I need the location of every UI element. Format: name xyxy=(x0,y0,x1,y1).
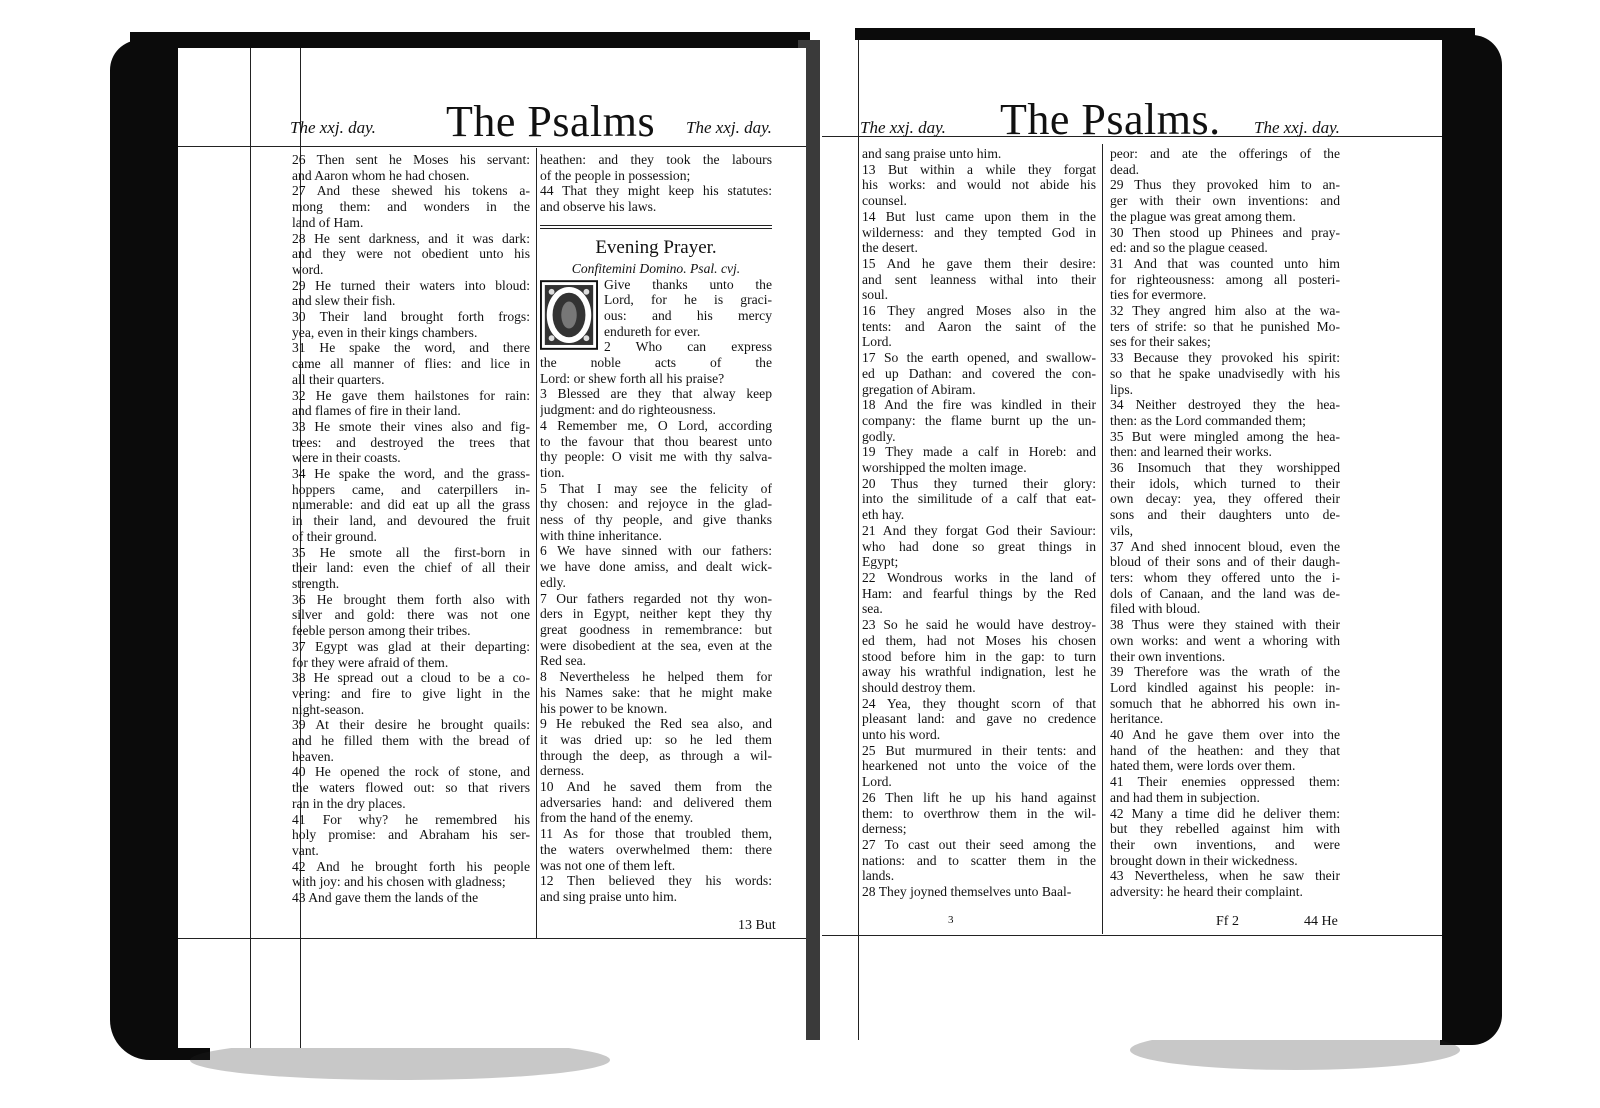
text-line: stood before him in the gap: to turn xyxy=(862,648,1096,664)
text-line: ed them, had not Moses his chosen xyxy=(862,632,1096,648)
text-line: the noble acts of the xyxy=(540,355,772,371)
text-line: 15 And he gave them their desire: xyxy=(862,255,1096,271)
text-line: edly. xyxy=(540,574,566,590)
text-line: 27 And these shewed his tokens a- xyxy=(292,183,530,199)
text-line: judgment: and do righteousness. xyxy=(540,402,716,418)
text-line: so that he spake unadvisedly with his xyxy=(1110,365,1340,381)
text-line: 6 We have sinned with our fathers: xyxy=(540,543,772,559)
text-line: mong them: and wonders in the xyxy=(292,199,530,215)
text-line: hand of the heathen: and they that xyxy=(1110,742,1340,758)
text-line: nations: and to scatter them in the xyxy=(862,852,1096,868)
text-line: 31 And that was counted unto him xyxy=(1110,255,1340,271)
text-line: his Names sake: that he might make xyxy=(540,684,772,700)
text-line: ger with their own inventions: and xyxy=(1110,193,1340,209)
text-line: 23 So he said he would have destroy- xyxy=(862,617,1096,633)
left-page-column-1 xyxy=(292,152,530,906)
text-line: feeble person among their tribes. xyxy=(292,623,471,639)
text-line: of their ground. xyxy=(292,528,377,544)
text-line: their idols, which turned to their xyxy=(1110,475,1340,491)
text-line: ties for evermore. xyxy=(1110,287,1207,303)
text-line: 16 They angred Moses also in the xyxy=(862,303,1096,319)
text-line: 29 He turned their waters into bloud: xyxy=(292,277,530,293)
text-line: 3 Blessed are they that alway keep xyxy=(540,386,772,402)
text-line: into the similitude of a calf that eat- xyxy=(862,491,1096,507)
text-line: 12 Then believed they his words: xyxy=(540,873,772,889)
text-line: 41 For why? he remembred his xyxy=(292,811,530,827)
text-line: 42 Many a time did he deliver them: xyxy=(1110,805,1340,821)
text-line: should destroy them. xyxy=(862,679,976,695)
text-line: vils, xyxy=(1110,522,1134,538)
scan-edge-right xyxy=(1440,35,1502,1045)
text-line: ed up Dathan: and covered the con- xyxy=(862,365,1096,381)
text-line: 36 He brought them forth also with xyxy=(292,591,530,607)
text-line: and slew their fish. xyxy=(292,293,396,309)
text-line: hoppers came, and caterpillers in- xyxy=(292,481,530,497)
text-line: 36 Insomuch that they worshipped xyxy=(1110,460,1340,476)
text-line: sea. xyxy=(862,601,883,617)
running-day-right: The xxj. day. xyxy=(1254,118,1340,137)
text-line: 43 And gave them the lands of the xyxy=(292,890,479,906)
text-line: 37 And shed innocent bloud, even the xyxy=(1110,538,1340,554)
text-line: 38 Thus were they stained with their xyxy=(1110,617,1340,633)
text-line: 25 But murmured in their tents: and xyxy=(862,742,1096,758)
text-line: heaven. xyxy=(292,748,334,764)
running-day-right: The xxj. day. xyxy=(686,118,772,137)
text-line: dead. xyxy=(1110,161,1140,177)
text-line: 17 So the earth opened, and swallow- xyxy=(862,350,1096,366)
text-line: 31 He spake the word, and there xyxy=(292,340,530,356)
text-line: 33 Because they provoked his spirit: xyxy=(1110,350,1340,366)
section-heading: Evening Prayer. xyxy=(595,236,717,258)
text-line: 28 He sent darkness, and it was dark: xyxy=(292,230,530,246)
left-page-column-2 xyxy=(540,152,772,905)
text-line: soul. xyxy=(862,287,889,303)
text-line: hearkened not unto the voice of the xyxy=(862,758,1096,774)
text-line: 26 Then lift he up his hand against xyxy=(862,789,1096,805)
text-line: ran in the dry places. xyxy=(292,795,406,811)
text-line: gregation of Abiram. xyxy=(862,381,976,397)
text-line: 4 Remember me, O Lord, according xyxy=(540,417,772,433)
text-line: brought down in their wickedness. xyxy=(1110,852,1298,868)
text-line: and they were not obedient unto his xyxy=(292,246,530,262)
text-line: worshipped the molten image. xyxy=(862,460,1027,476)
catchword: 44 He xyxy=(1304,914,1338,929)
text-line: Lord, for he is graci- xyxy=(604,292,772,308)
text-line: ters: whom they offered unto the i- xyxy=(1110,569,1340,585)
section-rule xyxy=(540,228,772,229)
text-line: Red sea. xyxy=(540,653,587,669)
text-line: the plague was great among them. xyxy=(1110,208,1296,224)
text-line: of the people in possession; xyxy=(540,167,691,183)
catchword: 13 But xyxy=(738,918,776,933)
text-line: Egypt; xyxy=(862,554,899,570)
text-line: ses for their sakes; xyxy=(1110,334,1211,350)
text-line: dols of Canaan, and the land was de- xyxy=(1110,585,1340,601)
text-line: Lord: or shew forth all his praise? xyxy=(540,370,725,386)
text-line: yea, even in their kings chambers. xyxy=(292,324,478,340)
text-line: and he filled them with the bread of xyxy=(292,733,530,749)
text-line: 7 Our fathers regarded not thy won- xyxy=(540,590,772,606)
text-line: derness. xyxy=(540,763,585,779)
text-line: own decay: yea, they offered their xyxy=(1110,491,1340,507)
text-line: 41 Their enemies oppressed them: xyxy=(1110,774,1340,790)
text-line: counsel. xyxy=(862,193,907,209)
text-line: 44 That they might keep his statutes: xyxy=(540,183,772,199)
text-line: and had them in subjection. xyxy=(1110,789,1260,805)
text-line: 34 Neither destroyed they the hea- xyxy=(1110,397,1340,413)
text-line: 14 But lust came upon them in the xyxy=(862,208,1096,224)
text-line: adversaries hand: and delivered them xyxy=(540,794,772,810)
text-line: Lord kindled against his people: in- xyxy=(1110,679,1340,695)
text-line: we have done amiss, and dealt wick- xyxy=(540,559,772,575)
text-line: tents: and Aaron the saint of the xyxy=(862,318,1096,334)
text-line: and Aaron whom he had chosen. xyxy=(292,167,470,183)
text-line: 33 He smote their vines also and fig- xyxy=(292,418,530,434)
text-line: trees: and destroyed the trees that xyxy=(292,434,530,450)
text-line: land of Ham. xyxy=(292,214,364,230)
text-line: lands. xyxy=(862,868,895,884)
text-line: to the favour that thou bearest unto xyxy=(540,433,772,449)
psalm-subtitle: Confitemini Domino. Psal. cvj. xyxy=(571,260,741,276)
text-line: 35 But were mingled among the hea- xyxy=(1110,428,1340,444)
text-line: 40 He opened the rock of stone, and xyxy=(292,764,530,780)
margin-rule xyxy=(822,935,1442,936)
text-line: 38 He spread out a cloud to be a co- xyxy=(292,670,530,686)
text-line: bloud of their sons and of their daugh- xyxy=(1110,554,1340,570)
text-line: and observe his laws. xyxy=(540,199,657,215)
running-day-left: The xxj. day. xyxy=(860,118,946,137)
text-line: vant. xyxy=(292,842,319,858)
text-line: 18 And the fire was kindled in their xyxy=(862,397,1096,413)
text-line: for they were afraid of them. xyxy=(292,654,449,670)
text-line: through the deep, as through a wil- xyxy=(540,747,772,763)
signature-mark: 3 xyxy=(948,914,954,926)
text-line: 42 And he brought forth his people xyxy=(292,858,530,874)
text-line: ous: and his mercy xyxy=(604,307,772,323)
right-page-column-2 xyxy=(1110,146,1340,900)
text-line: the waters flowed out: so that rivers xyxy=(292,780,530,796)
text-line: were in their coasts. xyxy=(292,450,401,466)
text-line: unto his word. xyxy=(862,727,941,743)
text-line: 5 That I may see the felicity of xyxy=(540,480,772,496)
text-line: were disobedient at the sea, even at the xyxy=(540,637,772,653)
text-line: Give thanks unto the xyxy=(604,276,772,292)
text-line: derness; xyxy=(862,821,907,837)
margin-rule xyxy=(178,938,806,939)
text-line: the desert. xyxy=(862,240,918,256)
running-day-left: The xxj. day. xyxy=(290,118,376,137)
text-line: thy chosen: and rejoyce in the glad- xyxy=(540,496,772,512)
text-line: but they rebelled against him with xyxy=(1110,821,1340,837)
text-line: and sang praise unto him. xyxy=(862,146,1002,161)
text-line: somuch that he abhorred his own in- xyxy=(1110,695,1340,711)
text-line: 22 Wondrous works in the land of xyxy=(862,569,1096,585)
text-line: 35 He smote all the first-born in xyxy=(292,544,530,560)
text-line: endureth for ever. xyxy=(604,323,701,339)
text-line: Lord. xyxy=(862,334,892,350)
text-line: Ham: and fearful things by the Red xyxy=(862,585,1096,601)
text-line: 9 He rebuked the Red sea also, and xyxy=(540,716,772,732)
text-line: word. xyxy=(292,261,324,277)
text-line: sons and their daughters unto de- xyxy=(1110,507,1340,523)
text-line: it was dried up: so he led them xyxy=(540,731,772,747)
text-line: their own inventions, and were xyxy=(1110,836,1340,852)
text-line: away his wrathful indignation, lest he xyxy=(862,664,1096,680)
margin-rule xyxy=(250,48,251,1048)
text-line: then: as the Lord commanded them; xyxy=(1110,412,1306,428)
text-line: heritance. xyxy=(1110,711,1164,727)
column-rule xyxy=(1102,144,1103,934)
right-page-column-1 xyxy=(862,146,1096,900)
text-line: his works: and would not abide his xyxy=(862,177,1096,193)
text-line: came all manner of flies: and lice in xyxy=(292,356,530,372)
text-line: who had done so great things in xyxy=(862,538,1096,554)
text-line: ness of thy people, and give thanks xyxy=(540,512,772,528)
text-line: from the hand of the enemy. xyxy=(540,810,694,826)
text-line: 40 And he gave them over into the xyxy=(1110,727,1340,743)
text-line: their land: even the chief of all their xyxy=(292,560,530,576)
text-line: 30 Their land brought forth frogs: xyxy=(292,309,530,325)
text-line: thy people: O visit me with thy salva- xyxy=(540,449,772,465)
text-line: 21 And they forgat God their Saviour: xyxy=(862,522,1096,538)
text-line: all their quarters. xyxy=(292,371,385,387)
text-line: lips. xyxy=(1110,381,1134,397)
text-line: then: and learned their works. xyxy=(1110,444,1272,460)
right-page xyxy=(822,40,1442,1040)
text-line: ders in Egypt, neither kept they thy xyxy=(540,606,772,622)
text-line: heathen: and they took the labours xyxy=(540,152,772,167)
text-line: 39 At their desire he brought quails: xyxy=(292,717,530,733)
text-line: filed with bloud. xyxy=(1110,601,1201,617)
text-line: with thine inheritance. xyxy=(540,527,662,543)
text-line: adversity: he heard their complaint. xyxy=(1110,884,1303,900)
page-title: The Psalms xyxy=(446,97,656,146)
text-line: company: the flame burnt up the un- xyxy=(862,412,1096,428)
signature-mark: Ff 2 xyxy=(1216,914,1239,929)
text-line: strength. xyxy=(292,575,340,591)
column-rule xyxy=(536,148,537,938)
text-line: 10 And he saved them from the xyxy=(540,779,772,795)
text-line: tion. xyxy=(540,464,565,480)
text-line: Lord. xyxy=(862,774,892,790)
left-page xyxy=(178,48,806,1048)
text-line: them: to overthrow them in the wil- xyxy=(862,805,1096,821)
text-line: for righteousness: among all posteri- xyxy=(1110,271,1340,287)
text-line: and flames of fire in their land. xyxy=(292,403,461,419)
text-line: the waters overwhelmed them: there xyxy=(540,841,772,857)
text-line: 32 They angred him also at the wa- xyxy=(1110,303,1340,319)
text-line: pleasant land: and gave no credence xyxy=(862,711,1096,727)
text-line: great goodness in remembrance: but xyxy=(540,621,772,637)
text-line: and sing praise unto him. xyxy=(540,888,678,904)
margin-rule xyxy=(858,40,859,1040)
text-line: 32 He gave them hailstones for rain: xyxy=(292,387,530,403)
text-line: 11 As for those that troubled them, xyxy=(540,826,772,842)
text-line: 34 He spake the word, and the grass- xyxy=(292,466,530,482)
text-line: their own inventions. xyxy=(1110,648,1226,664)
text-line: ters of strife: so that he punished Mo- xyxy=(1110,318,1340,334)
text-line: 20 Thus they turned their glory: xyxy=(862,475,1096,491)
text-line: was not one of them left. xyxy=(540,857,676,873)
text-line: 24 Yea, they thought scorn of that xyxy=(862,695,1096,711)
text-line: 37 Egypt was glad at their departing: xyxy=(292,638,530,654)
text-line: 26 Then sent he Moses his servant: xyxy=(292,152,530,167)
text-line: night-season. xyxy=(292,701,365,717)
text-line: his power to be known. xyxy=(540,700,668,716)
page-title: The Psalms. xyxy=(1000,95,1221,144)
text-line: 43 Nevertheless, when he saw their xyxy=(1110,868,1340,884)
text-line: 39 Therefore was the wrath of the xyxy=(1110,664,1340,680)
text-line: silver and gold: there was not one xyxy=(292,607,530,623)
text-line: vering: and fire to give light in the xyxy=(292,685,530,701)
text-line: in their land, and devoured the fruit xyxy=(292,513,530,529)
text-line: godly. xyxy=(862,428,896,444)
text-line: ed: and so the plague ceased. xyxy=(1110,240,1268,256)
text-line: wilderness: and they tempted God in xyxy=(862,224,1096,240)
text-line: 2 Who can express xyxy=(604,339,772,355)
text-line: holy promise: and Abraham his ser- xyxy=(292,827,530,843)
text-line: eth hay. xyxy=(862,507,905,523)
text-line: 19 They made a calf in Horeb: and xyxy=(862,444,1096,460)
text-line: numerable: and did eat up all the grass xyxy=(292,497,530,513)
ornamental-initial-O-icon xyxy=(540,279,598,351)
text-line: and sent leanness withal into their xyxy=(862,271,1096,287)
section-rule xyxy=(540,225,772,226)
text-line: 29 Thus they provoked him to an- xyxy=(1110,177,1340,193)
text-line: 8 Nevertheless he helped them for xyxy=(540,669,772,685)
text-line: 13 But within a while they forgat xyxy=(862,161,1096,177)
text-line: 28 They joyned themselves unto Baal- xyxy=(862,884,1072,900)
text-line: 27 To cast out their seed among the xyxy=(862,836,1096,852)
text-line: peor: and ate the offerings of the xyxy=(1110,146,1340,161)
text-line: own works: and went a whoring with xyxy=(1110,632,1340,648)
text-line: with joy: and his chosen with gladness; xyxy=(292,874,506,890)
text-line: hated them, were lords over them. xyxy=(1110,758,1296,774)
text-line: 30 Then stood up Phinees and pray- xyxy=(1110,224,1340,240)
